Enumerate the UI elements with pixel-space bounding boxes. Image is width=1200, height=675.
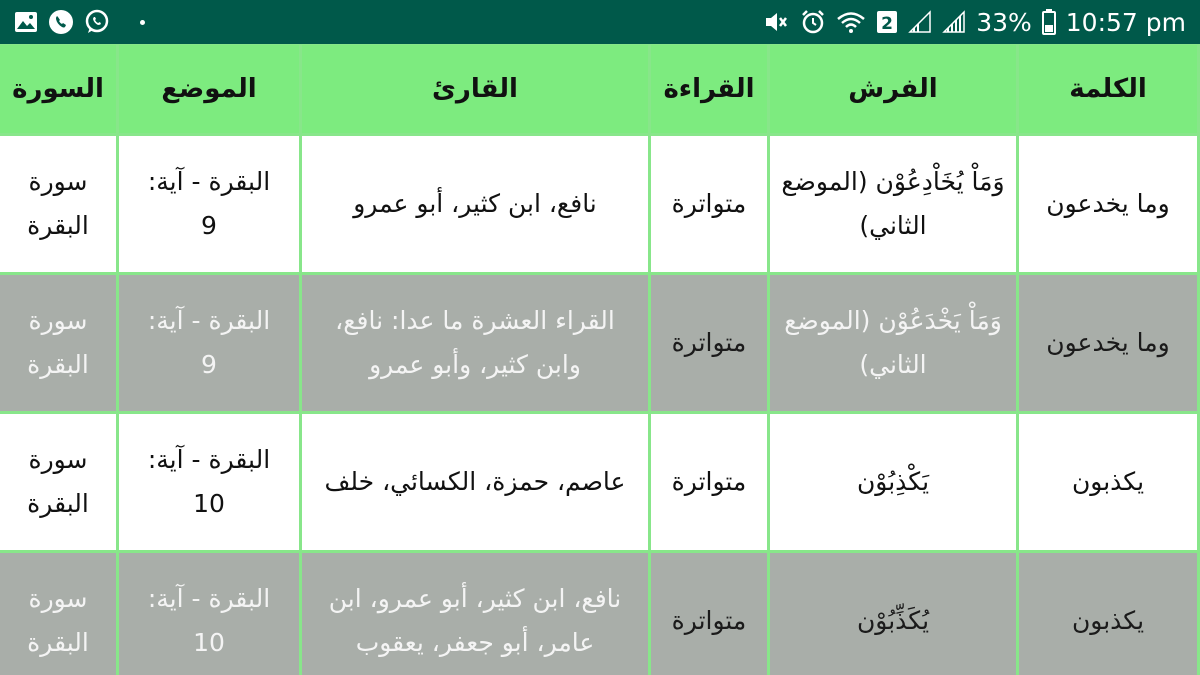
cell-qari: نافع، ابن كثير، أبو عمرو bbox=[302, 136, 648, 272]
header-surah: السورة bbox=[0, 45, 116, 133]
wifi-icon bbox=[836, 10, 866, 34]
sim-label: 2 bbox=[881, 14, 894, 34]
cell-mawdi-number: 10 bbox=[193, 489, 225, 518]
battery-percentage: 33% bbox=[976, 7, 1032, 37]
cell-qari: نافع، ابن كثير، أبو عمرو، ابن عامر، أبو جعفر، يعقوب bbox=[302, 553, 648, 675]
cell-qari: القراء العشرة ما عدا: نافع، وابن كثير، وأبو عمرو bbox=[302, 275, 648, 411]
status-bar bbox=[0, 0, 1200, 44]
cell-mawdi bbox=[119, 553, 299, 675]
whatsapp-icon bbox=[84, 9, 110, 35]
cell-word: يكذبون bbox=[1019, 553, 1197, 675]
cell-mawdi bbox=[119, 414, 299, 550]
cell-mawdi-text: البقرة - آية: bbox=[147, 445, 271, 474]
header-word: الكلمة bbox=[1019, 45, 1197, 133]
cell-mawdi-number: 9 bbox=[201, 211, 217, 240]
table-row[interactable] bbox=[0, 553, 1197, 675]
cell-surah: سورة البقرة bbox=[0, 275, 116, 411]
cell-farsh: وَمَاْ يُخَاْدِعُوْن (الموضع الثاني) bbox=[770, 136, 1016, 272]
cell-qiraah: متواترة bbox=[651, 414, 767, 550]
cell-surah: سورة البقرة bbox=[0, 136, 116, 272]
table-header-row bbox=[0, 45, 1197, 133]
table-row[interactable] bbox=[0, 136, 1197, 272]
phone-icon bbox=[48, 9, 74, 35]
cell-farsh: يَكْذِبُوْن bbox=[770, 414, 1016, 550]
alarm-icon bbox=[800, 9, 826, 35]
cell-mawdi-text: البقرة - آية: bbox=[147, 306, 271, 335]
image-icon bbox=[14, 11, 38, 33]
cell-word: وما يخدعون bbox=[1019, 136, 1197, 272]
sim-2-icon bbox=[876, 10, 898, 34]
notification-dot-icon bbox=[140, 20, 145, 25]
cell-surah: سورة البقرة bbox=[0, 553, 116, 675]
qiraat-table-container[interactable] bbox=[0, 44, 1200, 675]
battery-icon bbox=[1042, 9, 1056, 35]
cell-mawdi-number: 9 bbox=[201, 350, 217, 379]
cell-word: يكذبون bbox=[1019, 414, 1197, 550]
cell-mawdi-number: 10 bbox=[193, 628, 225, 657]
status-bar-left bbox=[14, 9, 145, 35]
cell-mawdi-text: البقرة - آية: bbox=[147, 584, 271, 613]
status-bar-right bbox=[764, 8, 1186, 37]
cell-surah: سورة البقرة bbox=[0, 414, 116, 550]
qiraat-table bbox=[0, 44, 1200, 675]
cell-qiraah: متواترة bbox=[651, 136, 767, 272]
header-qiraah: القراءة bbox=[651, 45, 767, 133]
cell-farsh: يُكَذِّبُوْن bbox=[770, 553, 1016, 675]
cell-qari: عاصم، حمزة، الكسائي، خلف bbox=[302, 414, 648, 550]
cell-qiraah: متواترة bbox=[651, 553, 767, 675]
header-qari: القارئ bbox=[302, 45, 648, 133]
cell-mawdi bbox=[119, 275, 299, 411]
cell-word: وما يخدعون bbox=[1019, 275, 1197, 411]
header-farsh: الفرش bbox=[770, 45, 1016, 133]
cell-mawdi bbox=[119, 136, 299, 272]
signal-icon bbox=[908, 10, 932, 34]
cell-mawdi-text: البقرة - آية: bbox=[147, 167, 271, 196]
header-mawdi: الموضع bbox=[119, 45, 299, 133]
table-row[interactable] bbox=[0, 275, 1197, 411]
table-row[interactable] bbox=[0, 414, 1197, 550]
mute-icon bbox=[764, 10, 790, 34]
signal-icon-2 bbox=[942, 10, 966, 34]
cell-farsh: وَمَاْ يَخْدَعُوْن (الموضع الثاني) bbox=[770, 275, 1016, 411]
cell-qiraah: متواترة bbox=[651, 275, 767, 411]
clock-time: 10:57 pm bbox=[1065, 7, 1186, 37]
